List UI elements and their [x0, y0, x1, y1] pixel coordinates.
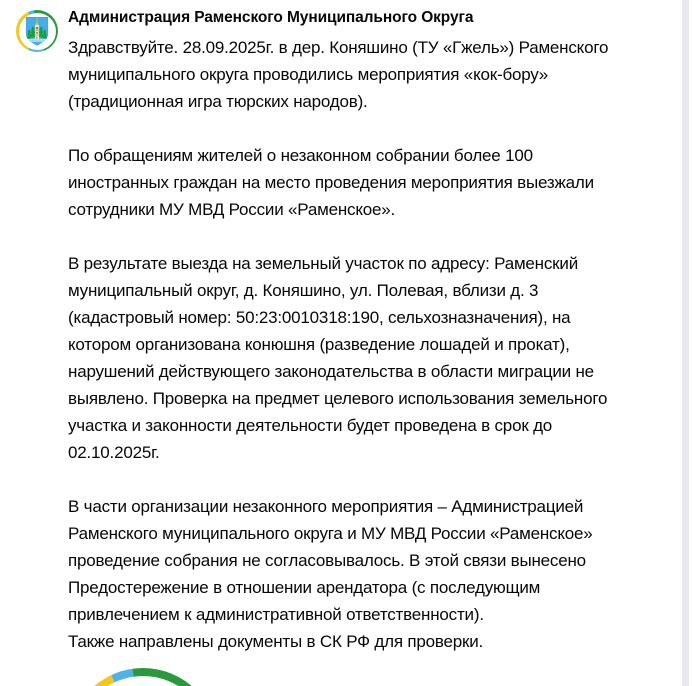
coat-of-arms-avatar-icon[interactable]: [16, 10, 58, 52]
post-text: [68, 34, 620, 655]
paragraph-warning-issued: В части организации незаконного мероприятия – Администрацией Раменского муниципального округа и МУ МВД России «Раменское» проведение собрания не согласовывалось. В этой связи вынесено Предостережение в отношении арендатора (с последующим привлечением к административной ответственности).: [68, 497, 593, 624]
paragraph-documents-sent: Также направлены документы в СК РФ для проверки.: [68, 632, 484, 651]
scrollbar[interactable]: [682, 0, 689, 686]
paragraph-greeting: Здравствуйте. 28.09.2025г. в дер. Коняшино (ТУ «Гжель») Раменского муниципального округа проводились мероприятия «кок-бору» (традиционная игра тюрских народов).: [68, 38, 609, 111]
avatar: [19, 13, 56, 50]
paragraph-inspection-result: В результате выезда на земельный участок по адресу: Раменский муниципальный округ, д. Коняшино, ул. Полевая, вблизи д. 3 (кадастровый номер: 50:23:0010318:190, сельхозназначения), на котором организована конюшня (разведение лошадей и прокат), нарушений действующего законодательства в области миграции не выявлено. Проверка на предмет целевого использования земельного участка и законности деятельности будет проведена в срок до 02.10.2025г.: [68, 254, 608, 462]
paragraph-police-response: По обращениям жителей о незаконном собрании более 100 иностранных граждан на место проведения мероприятия выезжали сотрудники МУ МВД России «Раменское».: [68, 146, 594, 219]
emblem-background: [76, 676, 210, 686]
coat-of-arms-attachment[interactable]: [68, 668, 218, 686]
coat-of-arms-icon: [24, 16, 50, 47]
post-body: [68, 9, 643, 686]
post-author-title[interactable]: Администрация Раменского Муниципального Округа: [68, 9, 474, 26]
